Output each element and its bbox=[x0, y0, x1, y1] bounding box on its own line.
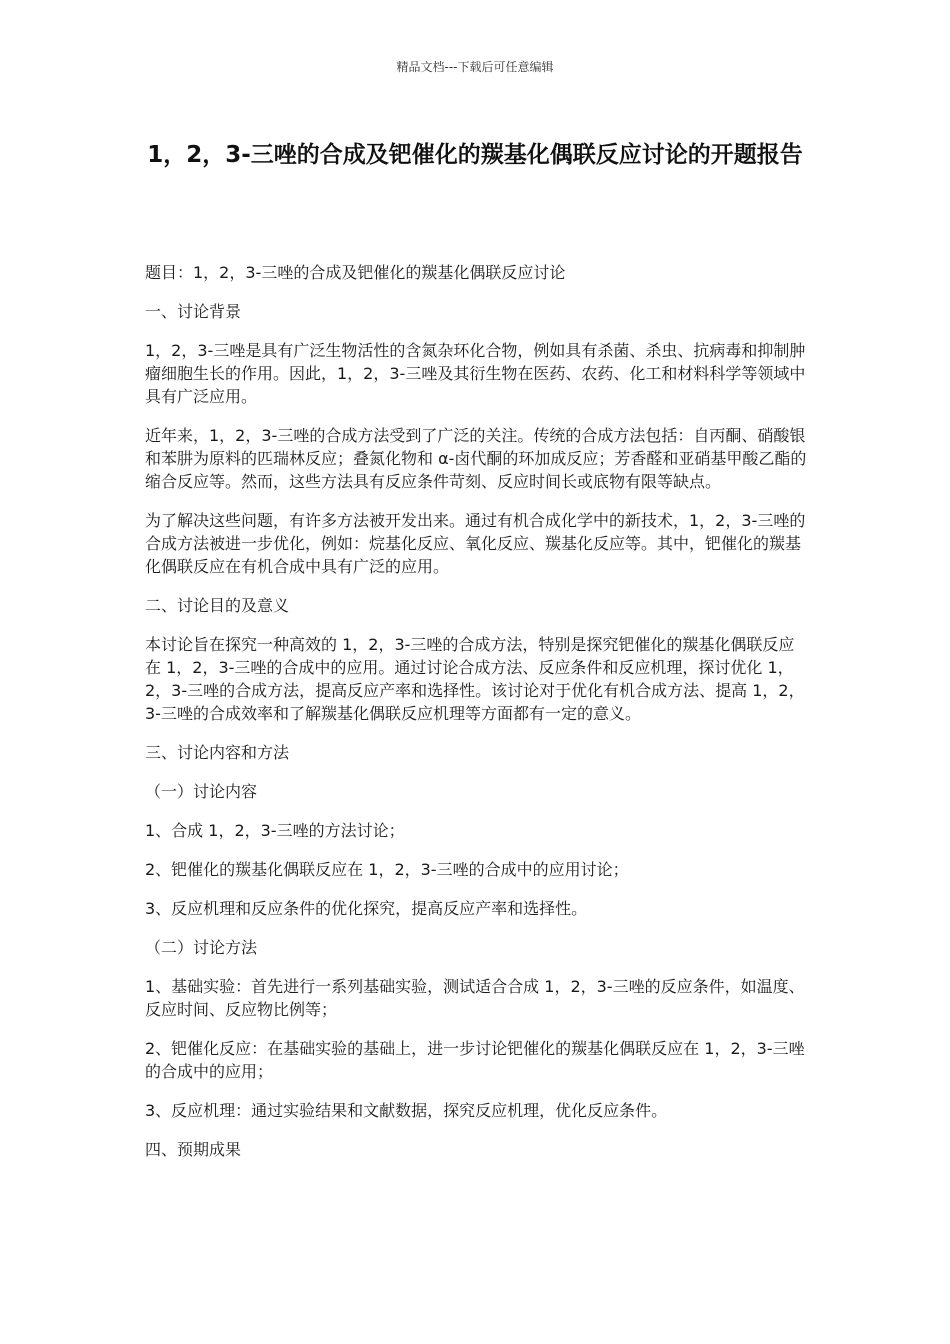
method-item: 2、钯催化反应：在基础实验的基础上，进一步讨论钯催化的羰基化偶联反应在 1，2，3-三唑的合成中的应用； bbox=[145, 1039, 805, 1081]
purpose-paragraph: 本讨论旨在探究一种高效的 1，2，3-三唑的合成方法，特别是探究钯催化的羰基化偶联反应在 1，2，3-三唑的合成中的应用。通过讨论合成方法、反应条件和反应机理，探讨优化 1，2，3-三唑的合成方法，提高反应产率和选择性。该讨论对于优化有机合成方法、提高 1，2，3-三唑的合成效率和了解羰基化偶联反应机理等方面都有一定的意义。 bbox=[145, 635, 805, 723]
method-item: 3、反应机理：通过实验结果和文献数据，探究反应机理，优化反应条件。 bbox=[145, 1101, 668, 1120]
content-item: 2、钯催化的羰基化偶联反应在 1，2，3-三唑的合成中的应用讨论； bbox=[145, 860, 629, 879]
background-paragraph-2: 近年来，1，2，3-三唑的合成方法受到了广泛的关注。传统的合成方法包括：自丙酮、硝酸银和苯肼为原料的匹瑞林反应；叠氮化物和 α-卤代酮的环加成反应；芳香醛和亚硝基甲酸乙酯的缩合反应等。然而，这些方法具有反应条件苛刻、反应时间长或底物有限等缺点。 bbox=[145, 426, 807, 491]
subheading-content: （一）讨论内容 bbox=[145, 782, 258, 801]
background-paragraph-3: 为了解决这些问题，有许多方法被开发出来。通过有机合成化学中的新技术，1，2，3-三唑的合成方法被进一步优化，例如：烷基化反应、氧化反应、羰基化反应等。其中，钯催化的羰基化偶联反应在有机合成中具有广泛的应用。 bbox=[145, 511, 806, 576]
subheading-method: （二）讨论方法 bbox=[145, 938, 258, 957]
content-item: 1、合成 1，2，3-三唑的方法讨论； bbox=[145, 821, 405, 840]
section-heading-expected-results: 四、预期成果 bbox=[145, 1140, 242, 1159]
document-body bbox=[145, 261, 807, 1177]
section-heading-purpose: 二、讨论目的及意义 bbox=[145, 596, 290, 615]
section-heading-background: 一、讨论背景 bbox=[145, 302, 242, 321]
topic-line: 题目：1，2，3-三唑的合成及钯催化的羰基化偶联反应讨论 bbox=[145, 263, 566, 282]
section-heading-content-method: 三、讨论内容和方法 bbox=[145, 743, 290, 762]
document-title: 1，2，3-三唑的合成及钯催化的羰基化偶联反应讨论的开题报告 bbox=[147, 142, 803, 168]
content-item: 3、反应机理和反应条件的优化探究，提高反应产率和选择性。 bbox=[145, 899, 588, 918]
page-header-note: 精品文档---下载后可任意编辑 bbox=[396, 60, 554, 74]
background-paragraph-1: 1，2，3-三唑是具有广泛生物活性的含氮杂环化合物，例如具有杀菌、杀虫、抗病毒和抑制肿瘤细胞生长的作用。因此，1，2，3-三唑及其衍生物在医药、农药、化工和材料科学等领域中具有广泛应用。 bbox=[145, 341, 806, 406]
method-item: 1、基础实验：首先进行一系列基础实验，测试适合合成 1，2，3-三唑的反应条件，如温度、反应时间、反应物比例等； bbox=[145, 977, 805, 1019]
